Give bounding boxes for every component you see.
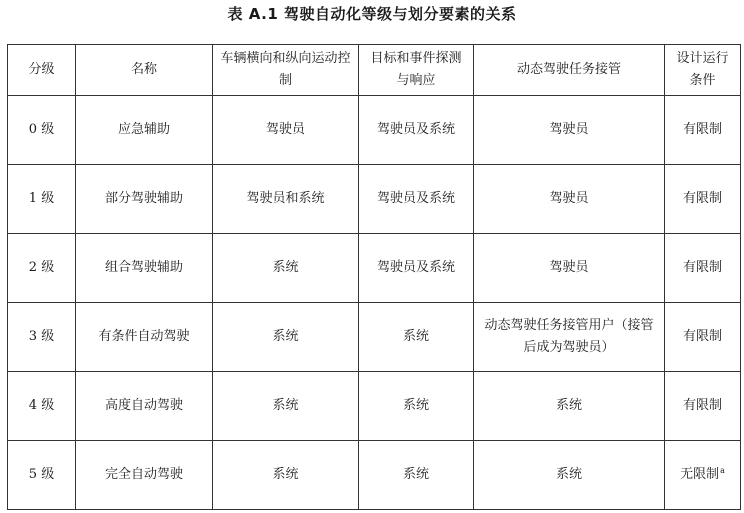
automation-levels-table: [7, 44, 741, 510]
cell-name: 高度自动驾驶: [76, 372, 213, 441]
header-name: 名称: [76, 45, 213, 96]
cell-motion-control: 驾驶员和系统: [213, 165, 359, 234]
cell-motion-control: 系统: [213, 372, 359, 441]
cell-motion-control: 系统: [213, 234, 359, 303]
cell-detection: 驾驶员及系统: [359, 96, 474, 165]
cell-motion-control: 系统: [213, 303, 359, 372]
cell-fallback: 驾驶员: [474, 96, 665, 165]
table-row: [8, 303, 741, 372]
cell-fallback: 驾驶员: [474, 165, 665, 234]
footnote-marker: a: [720, 465, 725, 475]
cell-detection: 系统: [359, 441, 474, 510]
cell-fallback: 系统: [474, 441, 665, 510]
table-row: [8, 441, 741, 510]
cell-conditions-text: 无限制: [680, 467, 720, 482]
header-object-event-detection: 目标和事件探测与响应: [359, 45, 474, 96]
cell-motion-control: 系统: [213, 441, 359, 510]
cell-name: 组合驾驶辅助: [76, 234, 213, 303]
cell-level: 5 级: [8, 441, 76, 510]
table-row: [8, 96, 741, 165]
cell-level: 2 级: [8, 234, 76, 303]
header-motion-control: 车辆横向和纵向运动控制: [213, 45, 359, 96]
cell-detection: 系统: [359, 372, 474, 441]
cell-conditions: 有限制: [665, 165, 741, 234]
header-level: 分级: [8, 45, 76, 96]
table-row: [8, 234, 741, 303]
cell-conditions: [665, 441, 741, 510]
cell-level: 1 级: [8, 165, 76, 234]
cell-motion-control: 驾驶员: [213, 96, 359, 165]
cell-level: 0 级: [8, 96, 76, 165]
cell-fallback: 驾驶员: [474, 234, 665, 303]
cell-name: 有条件自动驾驶: [76, 303, 213, 372]
cell-name: 应急辅助: [76, 96, 213, 165]
cell-detection: 驾驶员及系统: [359, 165, 474, 234]
cell-fallback: 系统: [474, 372, 665, 441]
cell-name: 部分驾驶辅助: [76, 165, 213, 234]
cell-conditions: 有限制: [665, 96, 741, 165]
table-title: 表 A.1 驾驶自动化等级与划分要素的关系: [227, 5, 517, 23]
cell-detection: 驾驶员及系统: [359, 234, 474, 303]
cell-fallback: 动态驾驶任务接管用户（接管后成为驾驶员）: [474, 303, 665, 372]
header-row: [8, 45, 741, 96]
cell-level: 3 级: [8, 303, 76, 372]
header-design-conditions: 设计运行条件: [665, 45, 741, 96]
cell-conditions: 有限制: [665, 372, 741, 441]
cell-conditions: 有限制: [665, 234, 741, 303]
cell-conditions: 有限制: [665, 303, 741, 372]
table-row: [8, 372, 741, 441]
cell-detection: 系统: [359, 303, 474, 372]
cell-name: 完全自动驾驶: [76, 441, 213, 510]
table-row: [8, 165, 741, 234]
header-ddt-fallback: 动态驾驶任务接管: [474, 45, 665, 96]
cell-level: 4 级: [8, 372, 76, 441]
